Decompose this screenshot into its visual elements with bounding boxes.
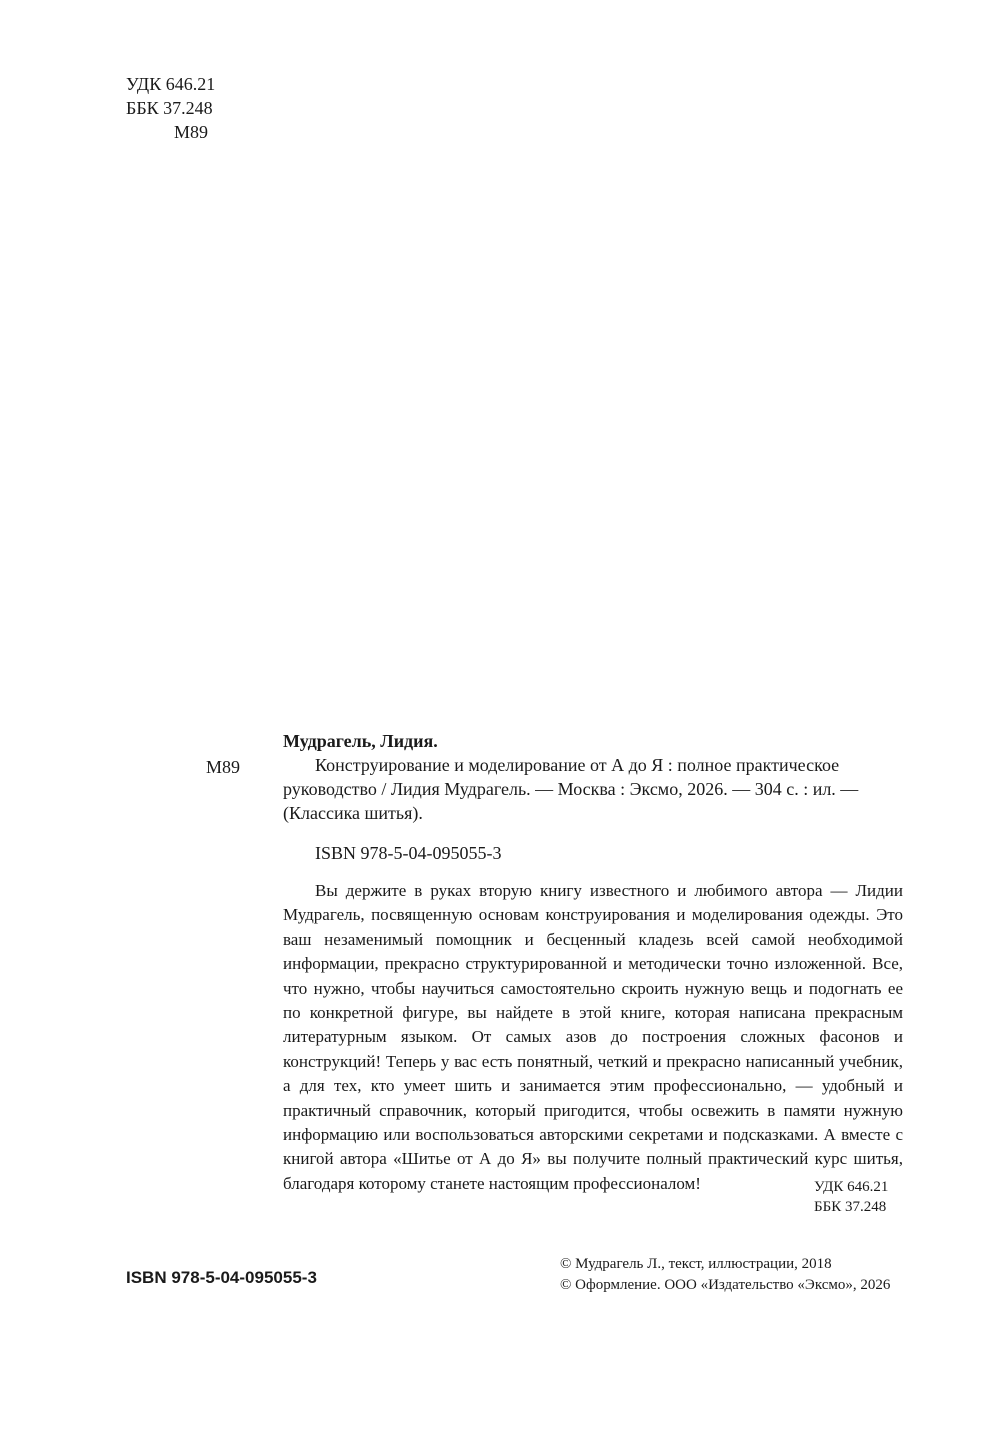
bbk-code-bottom: ББК 37.248: [814, 1199, 887, 1215]
copyright-design: © Оформление. ООО «Издательство «Эксмо», 2026: [560, 1277, 891, 1293]
isbn-footer: ISBN 978-5-04-095055-3: [126, 1268, 317, 1287]
card-isbn: ISBN 978-5-04-095055-3: [315, 843, 502, 863]
card-author-mark: М89: [206, 757, 241, 777]
classification-block-bottom: [814, 1177, 888, 1217]
author-name: Мудрагель, Лидия.: [283, 731, 438, 751]
catalog-card: [283, 729, 903, 1196]
copyright-text: © Мудрагель Л., текст, иллюстрации, 2018: [560, 1256, 832, 1272]
book-annotation: Вы держите в руках вторую книгу известного и любимого автора — Лидии Мудрагель, посвященную основам конструирования и моделирования одежды. Это ваш незаменимый помощник и бесценный кладезь всей самой необходимой информации, прекрасно структурированной и методически точно изложенной. Все, что нужно, чтобы научиться самостоятельно скроить нужную вещь и подогнать ее по конкретной фигуре, вы найдете в этой книге, которая написана прекрасным литературным языком. От самых азов до построения сложных фасонов и конструкций! Теперь у вас есть понятный, четкий и прекрасно написанный учебник, а для тех, кто умеет шить и занимается этим профессионально, — удобный и практичный справочник, который пригодится, чтобы освежить в памяти нужную информацию или воспользоваться авторскими секретами и подсказками. А вместе с книгой автора «Шитье от А до Я» вы получите полный практический курс шитья, благодаря которому станете настоящим профессионалом!: [283, 881, 903, 1193]
bibliographic-description: Конструирование и моделирование от А до Я : полное практическое руководство / Лидия Мудрагель. — Москва : Эксмо, 2026. — 304 с. : ил. — (Классика шитья).: [283, 755, 859, 823]
author-mark: М89: [174, 122, 209, 142]
udk-code-bottom: УДК 646.21: [814, 1179, 889, 1195]
classification-block-top: [126, 72, 215, 144]
bbk-code: ББК 37.248: [126, 98, 213, 118]
copyright-block: [560, 1254, 890, 1296]
udk-code: УДК 646.21: [126, 74, 216, 94]
